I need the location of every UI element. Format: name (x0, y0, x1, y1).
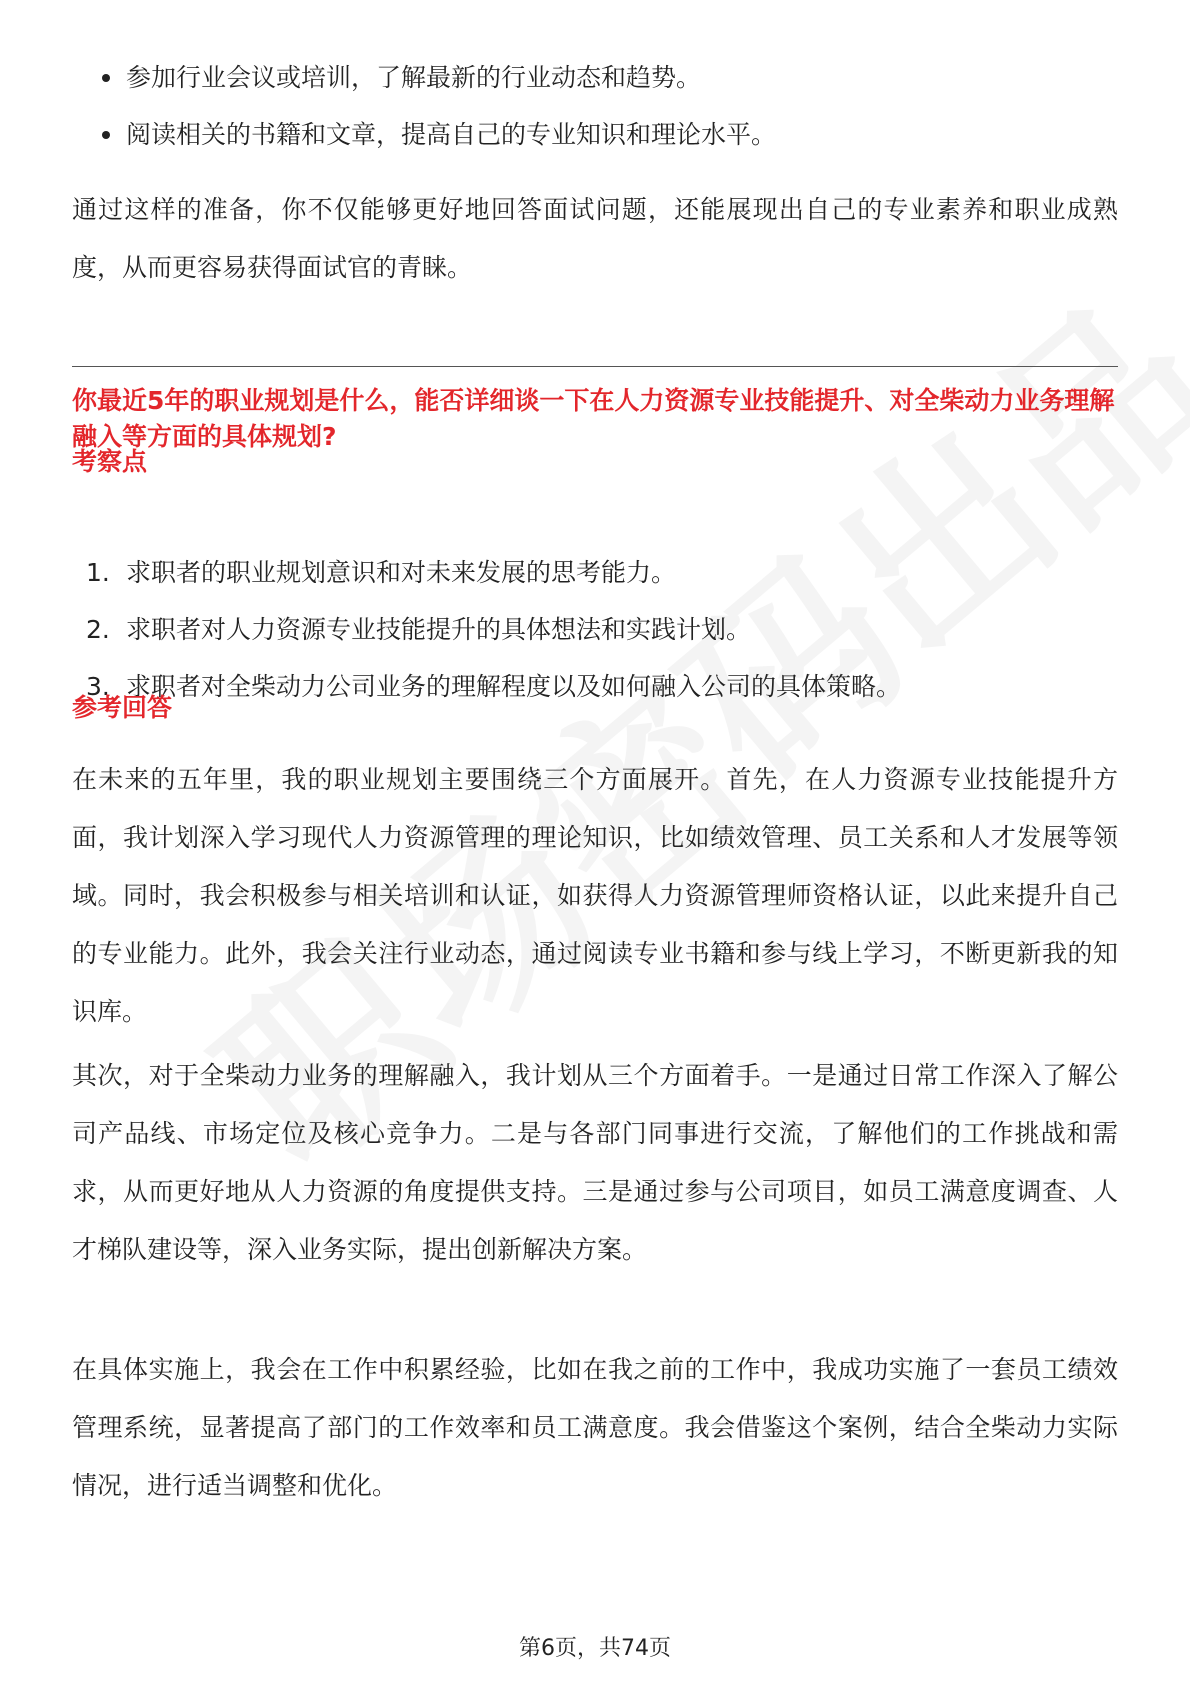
list-number: 3. (86, 672, 110, 701)
list-item-text: 求职者对人力资源专业技能提升的具体想法和实践计划。 (126, 615, 752, 644)
assessment-heading: 考察点 (72, 447, 148, 476)
list-item-text: 求职者对全柴动力公司业务的理解程度以及如何融入公司的具体策略。 (126, 672, 902, 701)
answer-heading: 参考回答 (72, 693, 173, 722)
page-number: 第6页，共74页 (519, 1636, 671, 1661)
list-item (72, 115, 1118, 172)
answer-paragraph: 其次，对于全柴动力业务的理解融入，我计划从三个方面着手。一是通过日常工作深入了解公司产品线、市场定位及核心竞争力。二是与各部门同事进行交流，了解他们的工作挑战和需求，从而更好地从人力资源的角度提供支持。三是通过参与公司项目，如员工满意度调查、人才梯队建设等，深入业务实际，提出创新解决方案。 (72, 1061, 1118, 1264)
list-item (72, 610, 1118, 667)
bullet-dot-icon (102, 131, 110, 139)
bullet-text: 参加行业会议或培训，了解最新的行业动态和趋势。 (126, 63, 702, 92)
list-number: 2. (86, 615, 110, 644)
list-number: 1. (86, 558, 110, 587)
section-divider (72, 366, 1118, 367)
answer-paragraph: 在具体实施上，我会在工作中积累经验，比如在我之前的工作中，我成功实施了一套员工绩效管理系统，显著提高了部门的工作效率和员工满意度。我会借鉴这个案例，结合全柴动力实际情况，进行适当调整和优化。 (72, 1355, 1118, 1500)
list-item (72, 667, 1118, 724)
assessment-list (72, 553, 1118, 724)
answer-paragraph: 在未来的五年里，我的职业规划主要围绕三个方面展开。首先，在人力资源专业技能提升方面，我计划深入学习现代人力资源管理的理论知识，比如绩效管理、员工关系和人才发展等领域。同时，我会积极参与相关培训和认证，如获得人力资源管理师资格认证，以此来提升自己的专业能力。此外，我会关注行业动态，通过阅读专业书籍和参与线上学习，不断更新我的知识库。 (72, 765, 1118, 1026)
bullet-dot-icon (102, 74, 110, 82)
bullet-text: 阅读相关的书籍和文章，提高自己的专业知识和理论水平。 (126, 120, 777, 149)
list-item (72, 553, 1118, 610)
list-item (72, 58, 1118, 115)
intro-bullet-list (72, 58, 1118, 172)
list-item-text: 求职者的职业规划意识和对未来发展的思考能力。 (126, 558, 677, 587)
interview-question: 你最近5年的职业规划是什么，能否详细谈一下在人力资源专业技能提升、对全柴动力业务理解融入等方面的具体规划? (72, 386, 1115, 451)
intro-paragraph: 通过这样的准备，你不仅能够更好地回答面试问题，还能展现出自己的专业素养和职业成熟度，从而更容易获得面试官的青睐。 (72, 195, 1118, 282)
